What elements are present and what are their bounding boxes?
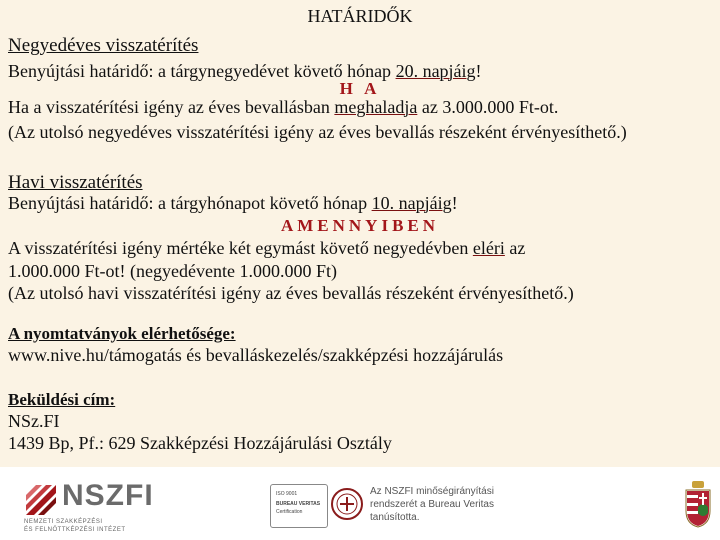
- monthly-deadline-date: 10. napjáig: [371, 193, 452, 213]
- page-title: HATÁRIDŐK: [307, 6, 413, 26]
- logo-sub-line1: NEMZETI SZAKKÉPZÉSI: [24, 519, 103, 525]
- monthly-deadline: [8, 193, 458, 213]
- address-heading: Beküldési cím:: [8, 390, 116, 409]
- quarterly-condition-suffix: az 3.000.000 Ft-ot.: [417, 97, 559, 117]
- bureau-veritas-seal-icon: [330, 482, 364, 528]
- address-line2: 1439 Bp, Pf.: 629 Szakképzési Hozzájárulási Osztály: [8, 433, 392, 453]
- monthly-line1-suffix: az: [504, 238, 526, 258]
- monthly-deadline-prefix: Benyújtási határidő: a tárgyhónapot követő hónap: [8, 193, 372, 213]
- quarterly-deadline-suffix: !: [475, 61, 482, 81]
- monthly-condition-line1: [8, 238, 525, 258]
- certification-text: [370, 485, 494, 524]
- quarterly-deadline: [8, 61, 482, 81]
- quarterly-condition-word: H A: [339, 79, 381, 98]
- cert-line2: BUREAU VERITAS: [276, 501, 321, 507]
- monthly-note: (Az utolsó havi visszatérítési igény az éves bevallás részeként érvényesíthető.): [8, 283, 574, 303]
- cert-line3: Certification: [276, 509, 303, 515]
- monthly-line1-keyword: eléri: [472, 238, 505, 258]
- cert-text-line2: rendszerét a Bureau Veritas: [370, 499, 494, 510]
- quarterly-condition-prefix: Ha a visszatérítési igény az éves bevallásban: [8, 97, 335, 117]
- footer: [0, 467, 720, 540]
- monthly-condition-word: AMENNYIBEN: [280, 216, 440, 235]
- logo-sub-line2: ÉS FELNŐTTKÉPZÉSI INTÉZET: [24, 527, 126, 533]
- monthly-heading: Havi visszatérítés: [8, 172, 143, 193]
- nszfi-logo-icon: [24, 483, 58, 517]
- logo-name: NSZFI: [62, 479, 154, 512]
- monthly-condition-line2: 1.000.000 Ft-ot! (negyedévente 1.000.000 Ft): [8, 261, 337, 281]
- quarterly-deadline-date: 20. napjáig: [395, 61, 476, 81]
- monthly-line1-prefix: A visszatérítési igény mértéke két egymást követő negyedévben: [8, 238, 473, 258]
- cert-line1: ISO 9001: [276, 491, 298, 497]
- hungarian-crest-icon: [683, 479, 713, 529]
- quarterly-heading: Negyedéves visszatérítés: [8, 35, 199, 56]
- quarterly-condition: [8, 97, 558, 117]
- monthly-deadline-suffix: !: [451, 193, 458, 213]
- cert-text-line3: tanúsította.: [370, 512, 420, 523]
- cert-text-line1: Az NSZFI minőségirányítási: [370, 486, 494, 497]
- certification-badge: [270, 480, 365, 532]
- address-line1: NSz.FI: [8, 411, 60, 431]
- quarterly-condition-keyword: meghaladja: [334, 97, 418, 117]
- forms-heading: A nyomtatványok elérhetősége:: [8, 324, 236, 343]
- quarterly-deadline-prefix: Benyújtási határidő: a tárgynegyedévet követő hónap: [8, 61, 396, 81]
- forms-url[interactable]: www.nive.hu/támogatás és bevalláskezelés/szakképzési hozzájárulás: [8, 345, 504, 365]
- cert-box: [270, 484, 328, 528]
- quarterly-note: (Az utolsó negyedéves visszatérítési igény az éves bevallás részeként érvényesíthető.): [8, 122, 627, 142]
- nszfi-logo: [24, 481, 164, 531]
